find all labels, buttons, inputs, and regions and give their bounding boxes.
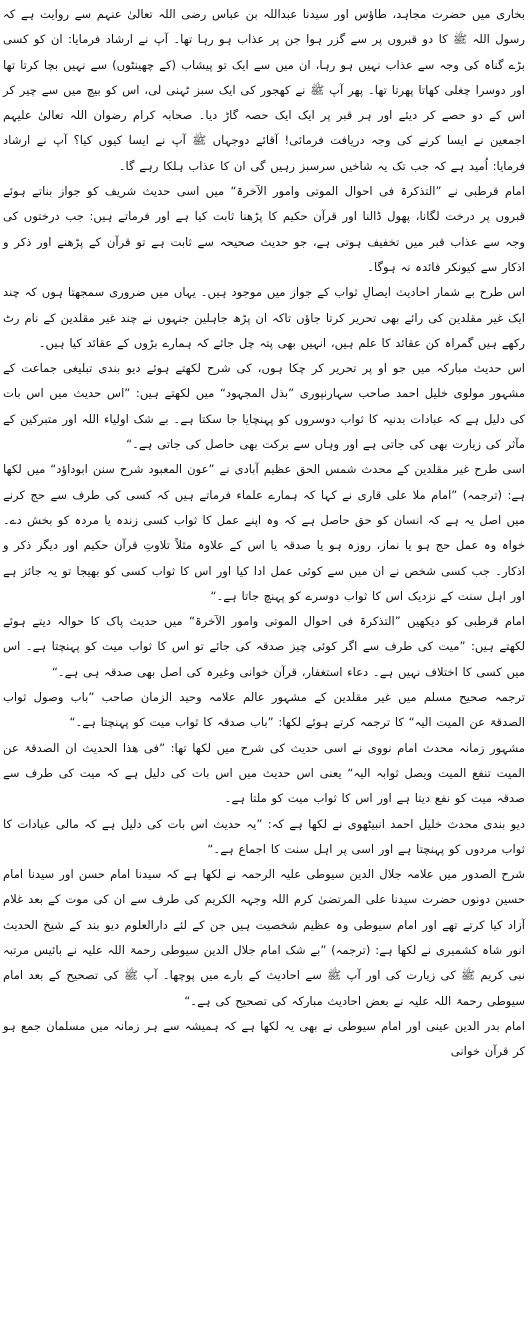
paragraph: ترجمہ صحیح مسلم میں غیر مقلدین کے مشہور عالم علامہ وحید الزمان صاحب ”باب وصول ثواب الصدقۃ عن المیت الیہ“ کا ترجمہ کرتے ہوئے لکھا: ”باب صدقہ کا ثواب میت کو پہنچتا ہے۔“ [3, 690, 525, 730]
paragraph: مشہور زمانہ محدث امام نووی نے اسی حدیث کی شرح میں لکھا تھا: ”فی ھذا الحدیث ان الصدقۃ عن المیت تنفع المیت ویصل ثوابہ الیہ“ یعنی اس حدیث میں اس بات کی دلیل ہے کہ میت کی طرف سے صدقہ میت کو نفع دیتا ہے اور اس کا ثواب میت کو ملتا ہے۔ [3, 740, 525, 806]
paragraph: امام قرطبی کو دیکھیں ”التذکرۃ فی احوال الموتی وامور الآخرۃ“ میں حدیث پاک کا حوالہ دیتے ہوئے لکھتے ہیں: ”میت کی طرف سے اگر کوئی چیز صدقہ کی جائے تو اس کا ثواب میت کو پہنچتا ہے۔ اس میں کسی کا اختلاف نہیں ہے۔ دعاء استغفار، قرآن خوانی وغیرہ کی اصل بھی صدقہ ہی ہے۔“ [3, 614, 525, 679]
paragraph: دیو بندی محدث خلیل احمد انبیٹھوی نے لکھا ہے کہ: ”یہ حدیث اس بات کی دلیل ہے کہ مالی عبادات کا ثواب مردوں کو پہنچتا ہے اور اسی پر اہل سنت کا اجماع ہے۔“ [3, 816, 525, 856]
paragraph: اسی طرح غیر مقلدین کے محدث شمس الحق عظیم آبادی نے ”عون المعبود شرح سنن ابوداؤد“ میں لکھا ہے: (ترجمہ) ”امام ملا علی قاری نے کہا کہ ہمارے علماء فرماتے ہیں کہ کسی کی طرف سے حج کرنے میں اصل یہ ہے کہ انسان کو حق حاصل ہے کہ وہ اپنے عمل کا ثواب کسی زندہ یا مردہ کو بخش دے۔ خواہ وہ عمل حج ہو یا نماز، روزہ ہو یا صدقہ یا اس کے علاوہ مثلاً تلاوتِ قرآن حکیم اور دیگر ذکر و اذکار۔ جب کسی شخص نے ان میں سے کوئی عمل ادا کیا اور اس کا ثواب کسی کو بھیجا تو یہ جائز ہے اور اہل سنت کے نزدیک اس کا ثواب دوسرے کو پہنچ جاتا ہے۔“ [3, 462, 525, 603]
paragraph: شرح الصدور میں علامہ جلال الدین سیوطی علیہ الرحمہ نے لکھا ہے کہ سیدنا امام حسن اور سیدنا امام حسین دونوں حضرت سیدنا علی المرتضیٰ کرم اللہ وجہہ الکریم کی طرف سے ان کی موت کے بعد غلام آزاد کیا کرتے تھے اور امام سیوطی وہ عظیم شخصیت ہیں جن کے لئے دارالعلوم دیو بند کے شیخ الحدیث انور شاہ کشمیری نے لکھا ہے: (ترجمہ) ”بے شک امام جلال الدین سیوطی رحمۃ اللہ علیہ نے بائیس مرتبہ نبی کریم ﷺ کی زیارت کی اور آپ ﷺ سے احادیث کے بارے میں پوچھا۔ آپ ﷺ کی تصحیح کے بعد امام سیوطی رحمۃ اللہ علیہ نے بعض احادیث مبارکہ کی تصحیح کی ہے۔“ [3, 867, 525, 1008]
paragraph: اس طرح بے شمار احادیث ایصالِ ثواب کے جواز میں موجود ہیں۔ یہاں میں ضروری سمجھتا ہوں کہ چند ایک غیر مقلدین کی رائے بھی تحریر کرتا جاؤں تاکہ ان پڑھ جاہلین جنہوں نے چند غیر مقلدین کے نام رٹ رکھے ہیں گمراہ کن عقائد کا علم ہیں، انہیں بھی پتہ چل جائے کہ ہمارے بڑوں کے عقائد کیا ہیں۔ [3, 285, 525, 350]
paragraph: بخاری میں حضرت مجاہد، طاؤس اور سیدنا عبداللہ بن عباس رضی اللہ تعالیٰ عنہم سے روایت ہے کہ رسول اللہ ﷺ کا دو قبروں پر سے گزر ہوا جن پر عذاب ہو رہا تھا۔ آپ نے ارشاد فرمایا: ان کو کسی بڑے گناہ کی وجہ سے عذاب نہیں ہو رہا، ان میں سے ایک تو پیشاب (کے چھینٹوں) سے نہیں بچا کرتا تھا اور دوسرا چغلی کھاتا پھرتا تھا۔ پھر آپ ﷺ نے کھجور کی ایک سبز ٹہنی لی، اس کو بیچ میں سے چیر کر اس کے دو حصے کر دیئے اور ہر قبر پر ایک ایک حصہ گاڑ دیا۔ صحابہ کرام رضوان اللہ تعالیٰ علیہم اجمعین نے ایسا کرنے کی وجہ دریافت فرمائی! آقائے دوجہاں ﷺ آپ نے ایسا کیوں کیا؟ آپ نے ارشاد فرمایا: اُمید ہے کہ جب تک یہ شاخیں سرسبز رہیں گی ان کا عذاب ہلکا رہے گا۔ [3, 7, 525, 173]
paragraph: امام بدر الدین عینی اور امام سیوطی نے بھی یہ لکھا ہے کہ ہمیشہ سے ہر زمانہ میں مسلمان جمع ہو کر قرآن خوانی [3, 1018, 525, 1059]
paragraph: اس حدیث مبارکہ میں جو او پر تحریر کر چکا ہوں، کی شرح لکھتے ہوئے دیو بندی تبلیغی جماعت کے مشہور مولوی خلیل احمد صاحب سہارنپوری ”بذل المجہود“ میں لکھتے ہیں: ”اس حدیث میں اس بات کی دلیل ہے کہ عبادات بدنیہ کا ثواب دوسروں کو پہنچایا جا سکتا ہے۔ بے شک اولیاء اللہ اور متبرکین کے مآثر کی زیارت بھی کی جاتی ہے اور وہاں سے برکت بھی حاصل کی جاتی ہے۔“ [3, 361, 525, 452]
paragraph: امام قرطبی نے ”التذکرۃ فی احوال الموتی وامور الآخرۃ“ میں اسی حدیث شریف کو جواز بناتے ہوئے قبروں پر درخت لگانا، پھول ڈالنا اور قرآن حکیم کا پڑھنا ثابت کیا ہے اور فرماتے ہیں: جب درختوں کی وجہ سے عذاب قبر میں تخفیف ہوتی ہے، جو حدیث صحیحہ سے ثابت ہے تو قرآن کے پڑھنے اور ذکر و اذکار سے کیونکر فائدہ نہ ہوگا۔ [3, 184, 525, 274]
